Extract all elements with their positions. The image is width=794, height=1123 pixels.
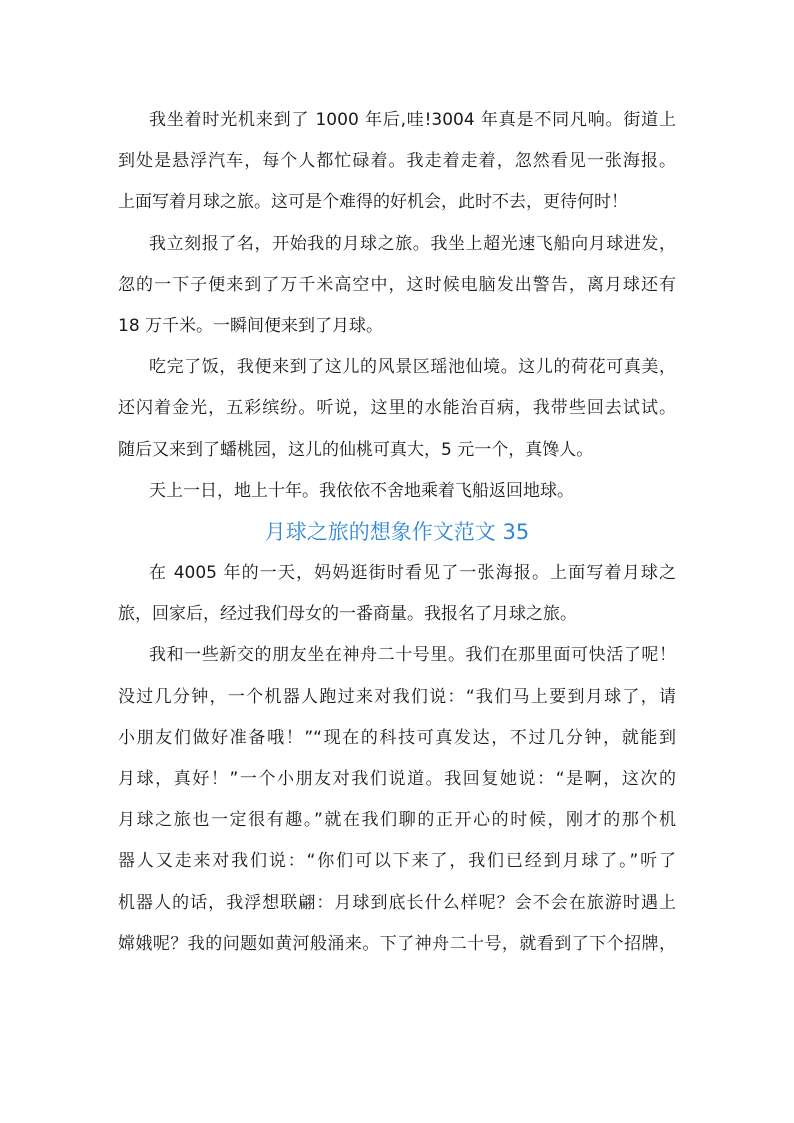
text-line: 吃完了饭，我便来到了这儿的风景区瑶池仙境。这儿的荷花可真美， [149,357,676,378]
text-line: 忽的一下子便来到了万千米高空中，这时候电脑发出警告，离月球还有 [118,274,676,295]
text-line: 我立刻报了名，开始我的月球之旅。我坐上超光速飞船向月球进发， [149,233,676,254]
text-line: 上面写着月球之旅。这可是个难得的好机会，此时不去，更待何时！ [118,192,628,213]
text-line: 我坐着时光机来到了 1000 年后,哇!3004 年真是不同凡响。街道上 [149,110,676,130]
text-line: 天上一日，地上十年。我依依不舍地乘着飞船返回地球。 [149,480,574,501]
text-line: 还闪着金光，五彩缤纷。听说，这里的水能治百病，我带些回去试试。 [118,398,676,419]
paragraph [118,347,676,471]
text-line: 器人又走来对我们说：“你们可以下来了，我们已经到月球了。”听了 [118,851,676,872]
paragraph [118,553,676,635]
text-line: 小朋友们做好准备哦！”“现在的科技可真发达，不过几分钟，就能到 [118,727,676,748]
text-line: 18 万千米。一瞬间便来到了月球。 [118,315,384,336]
paragraph [118,471,676,512]
text-line: 到处是悬浮汽车，每个人都忙碌着。我走着走着，忽然看见一张海报。 [118,151,676,172]
paragraph [118,635,676,965]
text-line: 嫦娥呢？我的问题如黄河般涌来。下了神舟二十号，就看到了下个招牌， [118,933,676,954]
paragraph [118,224,676,348]
text-line: 我和一些新交的朋友坐在神舟二十号里。我们在那里面可快活了呢！ [149,645,676,666]
text-line: 随后又来到了蟠桃园，这儿的仙桃可真大，5 元一个，真馋人。 [118,439,594,460]
text-line: 在 4005 年的一天，妈妈逛街时看见了一张海报。上面写着月球之 [149,563,676,584]
section-heading: 月球之旅的想象作文范文 35 [264,519,530,544]
text-line: 月球，真好！”一个小朋友对我们说道。我回复她说：“是啊，这次的 [118,769,676,789]
text-line: 机器人的话，我浮想联翩：月球到底长什么样呢？会不会在旅游时遇上 [118,892,676,913]
document-body [118,100,676,965]
paragraph [118,100,676,224]
text-line: 旅，回家后，经过我们母女的一番商量。我报名了月球之旅。 [118,604,577,625]
text-line: 月球之旅也一定很有趣。”就在我们聊的正开心的时候，刚才的那个机 [118,810,676,831]
text-line: 没过几分钟，一个机器人跑过来对我们说：“我们马上要到月球了，请 [118,686,676,707]
